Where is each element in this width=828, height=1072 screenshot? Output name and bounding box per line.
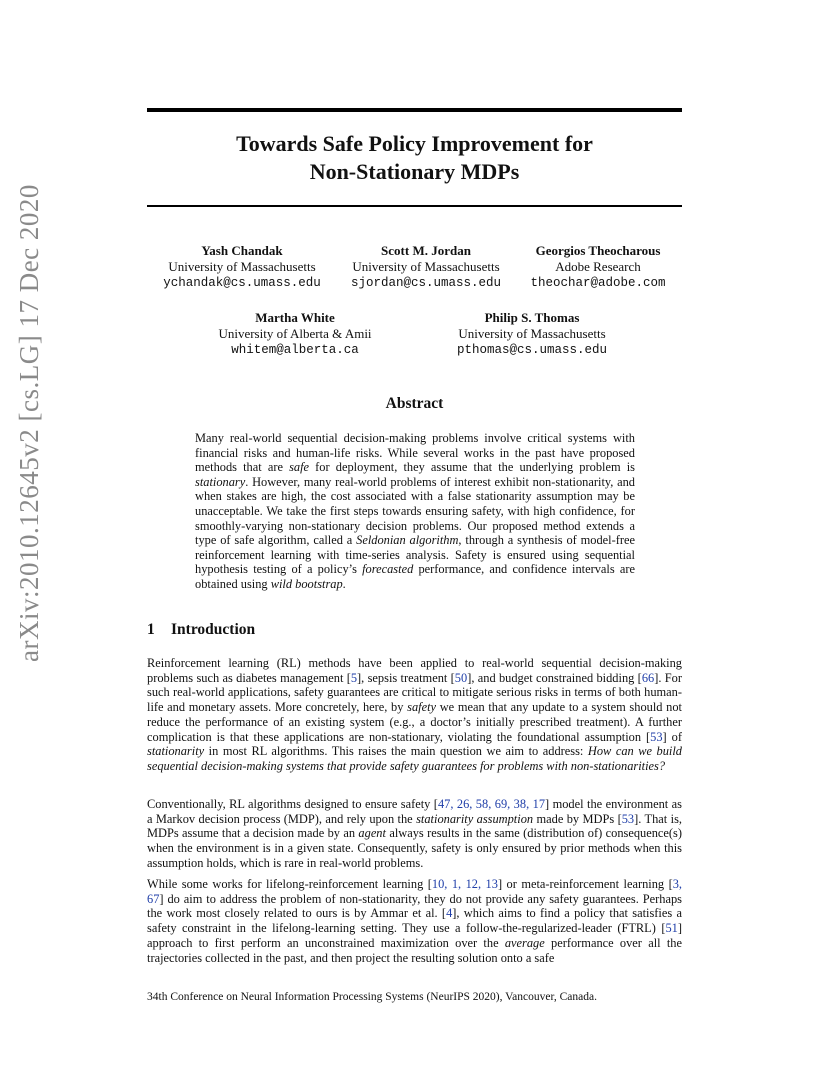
intro-paragraph: Reinforcement learning (RL) methods have been applied to real-world sequential decision-making problems such as diabetes management [5], sepsis treatment [50], and budget constrained bidding [66]. For such real-world applications, safety guarantees are critical to mitigate serious risks in terms of both human-life and monetary assets. More concretely, here, by safety we mean that any update to a system should not reduce the performance of an existing system (e.g., a doctor’s initially prescribed treatment). A further complication is that these applications are non-stationary, violating the foundational assumption [53] of stationarity in most RL algorithms. This raises the main question we aim to address: How can we build sequential decision-making systems that provide safety guarantees for problems with non-stationarities? bbox=[147, 656, 682, 773]
citation-link[interactable]: 4 bbox=[446, 906, 453, 921]
title-line-1: Towards Safe Policy Improvement for bbox=[236, 131, 593, 156]
conference-footnote: 34th Conference on Neural Information Processing Systems (NeurIPS 2020), Vancouver, Canada. bbox=[147, 991, 597, 1003]
author-email[interactable]: pthomas@cs.umass.edu bbox=[456, 343, 608, 357]
author-email[interactable]: theochar@adobe.com bbox=[530, 276, 666, 290]
author-affiliation: University of Massachusetts bbox=[352, 259, 500, 274]
author-block bbox=[457, 310, 607, 358]
author-name: Georgios Theocharous bbox=[535, 243, 661, 258]
intro-paragraph: While some works for lifelong-reinforcement learning [10, 1, 12, 13] or meta-reinforcement learning [3, 67] do aim to address the problem of non-stationarity, they do not provide any safety guarantees. Perhaps the work most closely related to ours is by Ammar et al. [4], which aims to find a policy that satisfies a safety constraint in the lifelong-learning setting. They use a follow-the-regularized-leader (FTRL) [51] approach to first perform an unconstrained maximization over the average performance over all the trajectories collected in the past, and then project the resulting solution onto a safe bbox=[147, 877, 682, 965]
citation-link[interactable]: 66 bbox=[641, 670, 655, 685]
citation-link[interactable]: 47, 26, 58, 69, 38, 17 bbox=[437, 797, 546, 811]
citation-link[interactable]: 50 bbox=[454, 670, 468, 685]
abstract-heading: Abstract bbox=[385, 395, 444, 412]
author-name: Philip S. Thomas bbox=[484, 310, 580, 325]
title-line-2: Non-Stationary MDPs bbox=[309, 159, 520, 184]
citation-link[interactable]: 3, 67 bbox=[147, 877, 682, 906]
citation-link[interactable]: 51 bbox=[665, 921, 678, 936]
author-block bbox=[351, 243, 501, 291]
author-email[interactable]: sjordan@cs.umass.edu bbox=[350, 276, 502, 290]
author-block bbox=[218, 310, 371, 358]
citation-link[interactable]: 10, 1, 12, 13 bbox=[431, 877, 498, 891]
section-heading-introduction bbox=[147, 621, 255, 639]
author-affiliation: Adobe Research bbox=[555, 259, 641, 274]
citation-link[interactable]: 53 bbox=[650, 729, 663, 744]
author-email[interactable]: whitem@alberta.ca bbox=[231, 343, 359, 357]
author-name: Scott M. Jordan bbox=[381, 243, 471, 258]
author-name: Yash Chandak bbox=[201, 243, 283, 258]
arxiv-identifier-stamp: arXiv:2010.12645v2 [cs.LG] 17 Dec 2020 bbox=[14, 184, 44, 662]
citation-link[interactable]: 5 bbox=[350, 670, 358, 685]
title-bottom-rule bbox=[147, 205, 682, 207]
section-title: Introduction bbox=[171, 621, 256, 638]
intro-paragraph: Conventionally, RL algorithms designed to ensure safety [47, 26, 58, 69, 38, 17] model the environment as a Markov decision process (MDP), and rely upon the stationarity assumption made by MDPs [53]. That is, MDPs assume that a decision made by an agent always results in the same (distribution of) consequence(s) when the environment is in a given state. Consequently, safety is only ensured by prior methods when this assumption holds, which is rare in real-world problems. bbox=[147, 797, 682, 870]
author-affiliation: University of Massachusetts bbox=[458, 326, 606, 341]
paper-title bbox=[147, 130, 682, 186]
section-number: 1 bbox=[147, 621, 155, 638]
author-affiliation: University of Alberta & Amii bbox=[218, 326, 372, 341]
author-block bbox=[530, 243, 665, 291]
author-name: Martha White bbox=[255, 310, 335, 325]
abstract-text: Many real-world sequential decision-making problems involve critical systems with financial risks and human-life risks. While several works in the past have proposed methods that are safe for deployment, they assume that the underlying problem is stationary. However, many real-world problems of interest exhibit non-stationarity, and when stakes are high, the cost associated with a false stationarity assumption may be unacceptable. We take the first steps towards ensuring safety, with high confidence, for smoothly-varying non-stationary decision problems. Our proposed method extends a type of safe algorithm, called a Seldonian algorithm, through a synthesis of model-free reinforcement learning with time-series analysis. Safety is ensured using sequential hypothesis testing of a policy’s forecasted performance, and confidence intervals are obtained using wild bootstrap. bbox=[195, 431, 635, 591]
author-block bbox=[163, 243, 321, 291]
citation-link[interactable]: 53 bbox=[621, 811, 635, 826]
title-top-rule bbox=[147, 108, 682, 112]
author-email[interactable]: ychandak@cs.umass.edu bbox=[163, 276, 321, 290]
author-affiliation: University of Massachusetts bbox=[168, 259, 316, 274]
